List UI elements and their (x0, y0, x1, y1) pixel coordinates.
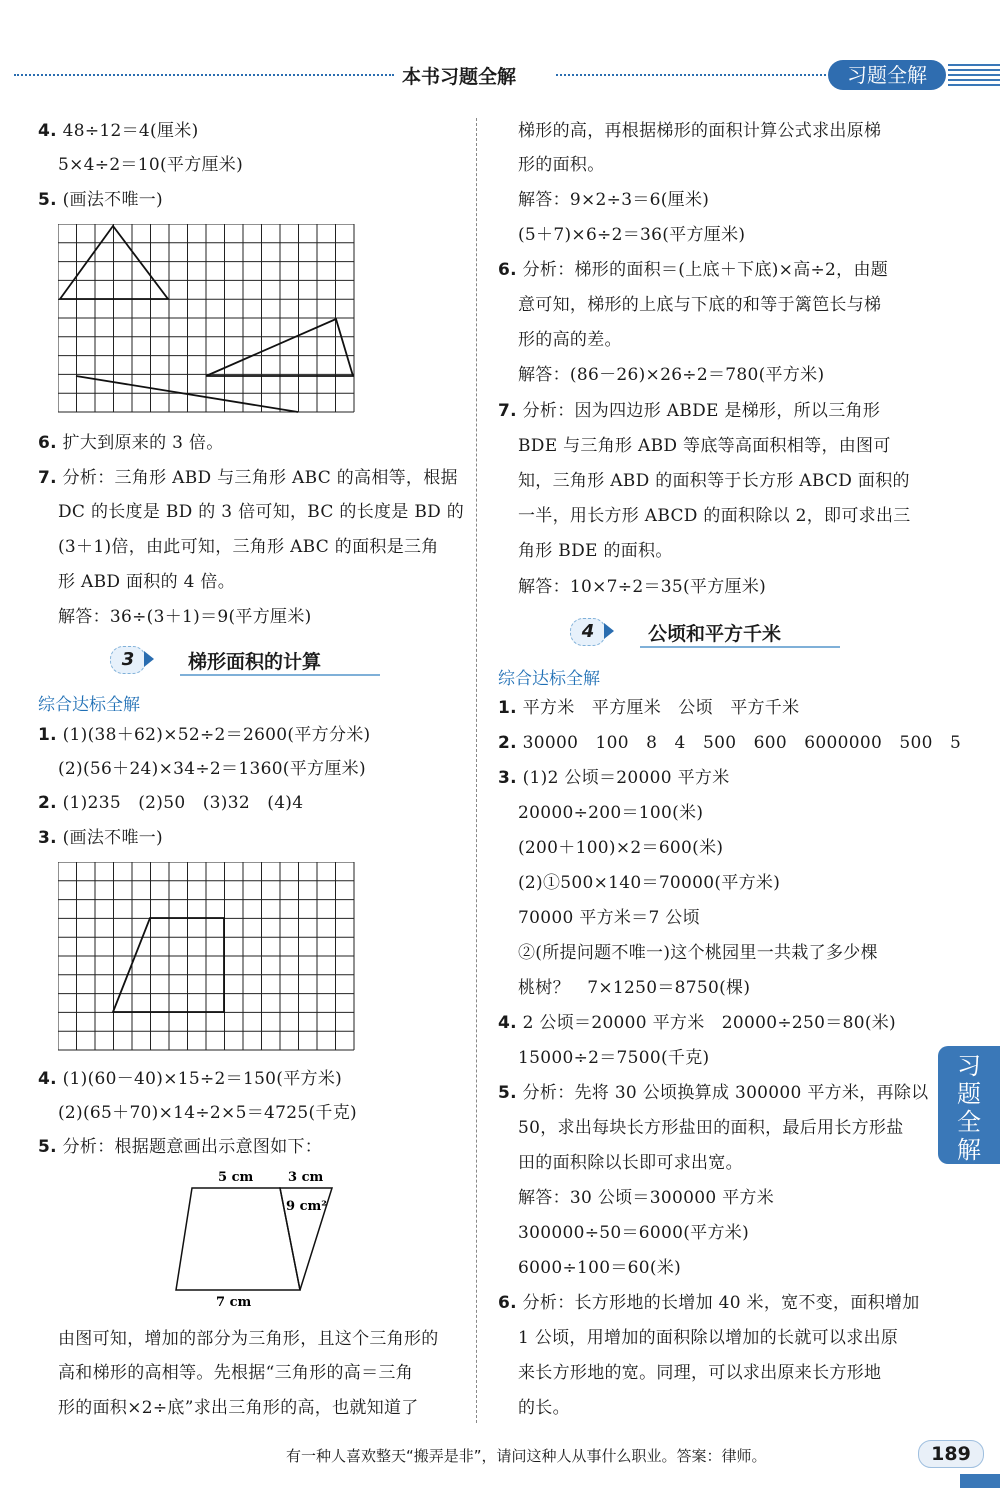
answer-line: 高和梯形的高相等。先根据“三角形的高＝三角 (58, 1363, 413, 1383)
answer-line: 角形 BDE 的面积。 (518, 541, 673, 561)
answer-line: 来长方形地的宽。同理，可以求出原来长方形地 (518, 1363, 882, 1383)
answer-line: 解答：30 公顷＝300000 平方米 (518, 1188, 775, 1208)
question-number: 1. (38, 725, 57, 745)
header-badge: 习题全解 (828, 60, 946, 90)
answer-line: 形 ABD 面积的 4 倍。 (58, 572, 236, 592)
question-number: 5. (38, 190, 57, 210)
section-arrow-icon (604, 623, 614, 639)
question-number: 4. (38, 121, 57, 141)
grid-figure-triangles (58, 224, 358, 414)
section-badge: 3 (110, 646, 146, 674)
answer-line: 形的面积。 (518, 155, 605, 175)
answer-line: 扩大到原来的 3 倍。 (62, 433, 224, 453)
question-number: 4. (38, 1069, 57, 1089)
label-top-left: 5 cm (218, 1170, 254, 1185)
answer-line: 70000 平方米＝7 公顷 (518, 908, 700, 928)
question-number: 6. (498, 1293, 517, 1313)
answer-line: DC 的长度是 BD 的 3 倍可知，BC 的长度是 BD 的 (58, 502, 465, 522)
answer-line: 解答：10×7÷2＝35(平方厘米) (518, 577, 767, 597)
answer-line: ②(所提问题不唯一)这个桃园里一共栽了多少棵 (518, 943, 878, 963)
answer-line: (画法不唯一) (62, 828, 163, 848)
question-number: 3. (38, 828, 57, 848)
label-top-right: 3 cm (288, 1170, 324, 1185)
answer-line: 意可知，梯形的上底与下底的和等于篱笆长与梯 (518, 295, 882, 315)
header-rule-right (556, 74, 826, 76)
question-number: 1. (498, 698, 517, 718)
question-number: 3. (498, 768, 517, 788)
answer-line: (2)(56＋24)×34÷2＝1360(平方厘米) (58, 759, 366, 779)
answer-line: 一半，用长方形 ABCD 的面积除以 2，即可求出三 (518, 506, 911, 526)
answer-line: 田的面积除以长即可求出宽。 (518, 1153, 743, 1173)
answer-line: 48÷12＝4(厘米) (62, 121, 199, 141)
section-underline (640, 646, 840, 648)
answer-line: 桃树？ 7×1250＝8750(棵) (518, 978, 751, 998)
answer-line: 分析：先将 30 公顷换算成 300000 平方米，再除以 (522, 1083, 929, 1103)
question-number: 6. (38, 433, 57, 453)
answer-line: 6000÷100＝60(米) (518, 1258, 682, 1278)
column-divider (476, 118, 477, 1423)
answer-line: (200＋100)×2＝600(米) (518, 838, 724, 858)
question-number: 2. (498, 733, 517, 753)
answer-line: 2 公顷＝20000 平方米 20000÷250＝80(米) (522, 1013, 896, 1033)
question-number: 5. (38, 1137, 57, 1157)
answer-line: 分析：梯形的面积＝(上底＋下底)×高÷2，由题 (522, 260, 889, 280)
footer-bar (960, 1474, 1000, 1488)
page-number: 189 (918, 1440, 984, 1468)
section-title: 梯形面积的计算 (188, 651, 322, 673)
answer-line: 20000÷200＝100(米) (518, 803, 704, 823)
answer-line: (2)(65＋70)×14÷2×5＝4725(千克) (58, 1103, 357, 1123)
answer-line: (1)(38＋62)×52÷2＝2600(平方分米) (62, 725, 371, 745)
answer-line: 形的面积×2÷底”求出三角形的高，也就知道了 (58, 1398, 419, 1418)
answer-line: 1 公顷，用增加的面积除以增加的长就可以求出原 (518, 1328, 899, 1348)
section-arrow-icon (144, 651, 154, 667)
answer-line: (3＋1)倍，由此可知，三角形 ABC 的面积是三角 (58, 537, 439, 557)
answer-line: 解答：36÷(3＋1)＝9(平方厘米) (58, 607, 312, 627)
answer-line: 15000÷2＝7500(千克) (518, 1048, 710, 1068)
answer-line: 由图可知，增加的部分为三角形，且这个三角形的 (58, 1329, 439, 1349)
header-rule-left (14, 74, 394, 76)
section-subtitle: 综合达标全解 (38, 695, 140, 715)
side-tab-label: 习题全解 (957, 1052, 981, 1164)
answer-line: 30000 100 8 4 500 600 6000000 500 5 (522, 733, 962, 753)
answer-line: 300000÷50＝6000(平方米) (518, 1223, 749, 1243)
answer-line: 平方米 平方厘米 公顷 平方千米 (522, 698, 800, 718)
answer-line: (1)235 (2)50 (3)32 (4)4 (62, 793, 304, 813)
label-bottom: 7 cm (216, 1295, 252, 1310)
side-tab (938, 1046, 1000, 1164)
answer-line: 的长。 (518, 1398, 570, 1418)
section-subtitle: 综合达标全解 (498, 669, 600, 689)
answer-line: 分析：根据题意画出示意图如下： (62, 1137, 323, 1157)
answer-line: 知，三角形 ABD 的面积等于长方形 ABCD 面积的 (518, 471, 910, 491)
answer-line: 分析：三角形 ABD 与三角形 ABC 的高相等，根据 (62, 468, 458, 488)
section-underline (180, 674, 380, 676)
answer-line: (画法不唯一) (62, 190, 163, 210)
question-number: 7. (38, 468, 57, 488)
header-title: 本书习题全解 (402, 66, 517, 88)
question-number: 6. (498, 260, 517, 280)
answer-line: 5×4÷2＝10(平方厘米) (58, 155, 244, 175)
question-number: 7. (498, 401, 517, 421)
answer-line: 分析：因为四边形 ABDE 是梯形，所以三角形 (522, 401, 881, 421)
trapezoid-outline (176, 1188, 300, 1290)
question-number: 5. (498, 1083, 517, 1103)
answer-line: (2)①500×140＝70000(平方米) (518, 873, 781, 893)
answer-line: 梯形的高，再根据梯形的面积计算公式求出原梯 (518, 121, 882, 141)
section-badge: 4 (570, 618, 606, 646)
answer-line: (1)(60－40)×15÷2＝150(平方米) (62, 1069, 343, 1089)
header-stripes (948, 64, 1000, 86)
grid-figure-trapezoid (58, 862, 358, 1054)
answer-line: 形的高的差。 (518, 330, 622, 350)
section-title: 公顷和平方千米 (648, 623, 782, 645)
question-number: 4. (498, 1013, 517, 1033)
answer-line: (5＋7)×6÷2＝36(平方厘米) (518, 225, 746, 245)
trapezoid-diagram (170, 1164, 340, 1314)
answer-line: 50，求出每块长方形盐田的面积，最后用长方形盐 (518, 1118, 904, 1138)
answer-line: 解答：9×2÷3＝6(厘米) (518, 190, 710, 210)
answer-line: 解答：(86－26)×26÷2＝780(平方米) (518, 365, 825, 385)
question-number: 2. (38, 793, 57, 813)
answer-line: (1)2 公顷＝20000 平方米 (522, 768, 730, 788)
answer-line: BDE 与三角形 ABD 等底等高面积相等，由图可 (518, 436, 891, 456)
answer-line: 分析：长方形地的长增加 40 米，宽不变，面积增加 (522, 1293, 920, 1313)
label-area: 9 cm² (286, 1199, 327, 1214)
footer-riddle: 有一种人喜欢整天“搬弄是非”，请问这种人从事什么职业。答案：律师。 (286, 1447, 767, 1465)
